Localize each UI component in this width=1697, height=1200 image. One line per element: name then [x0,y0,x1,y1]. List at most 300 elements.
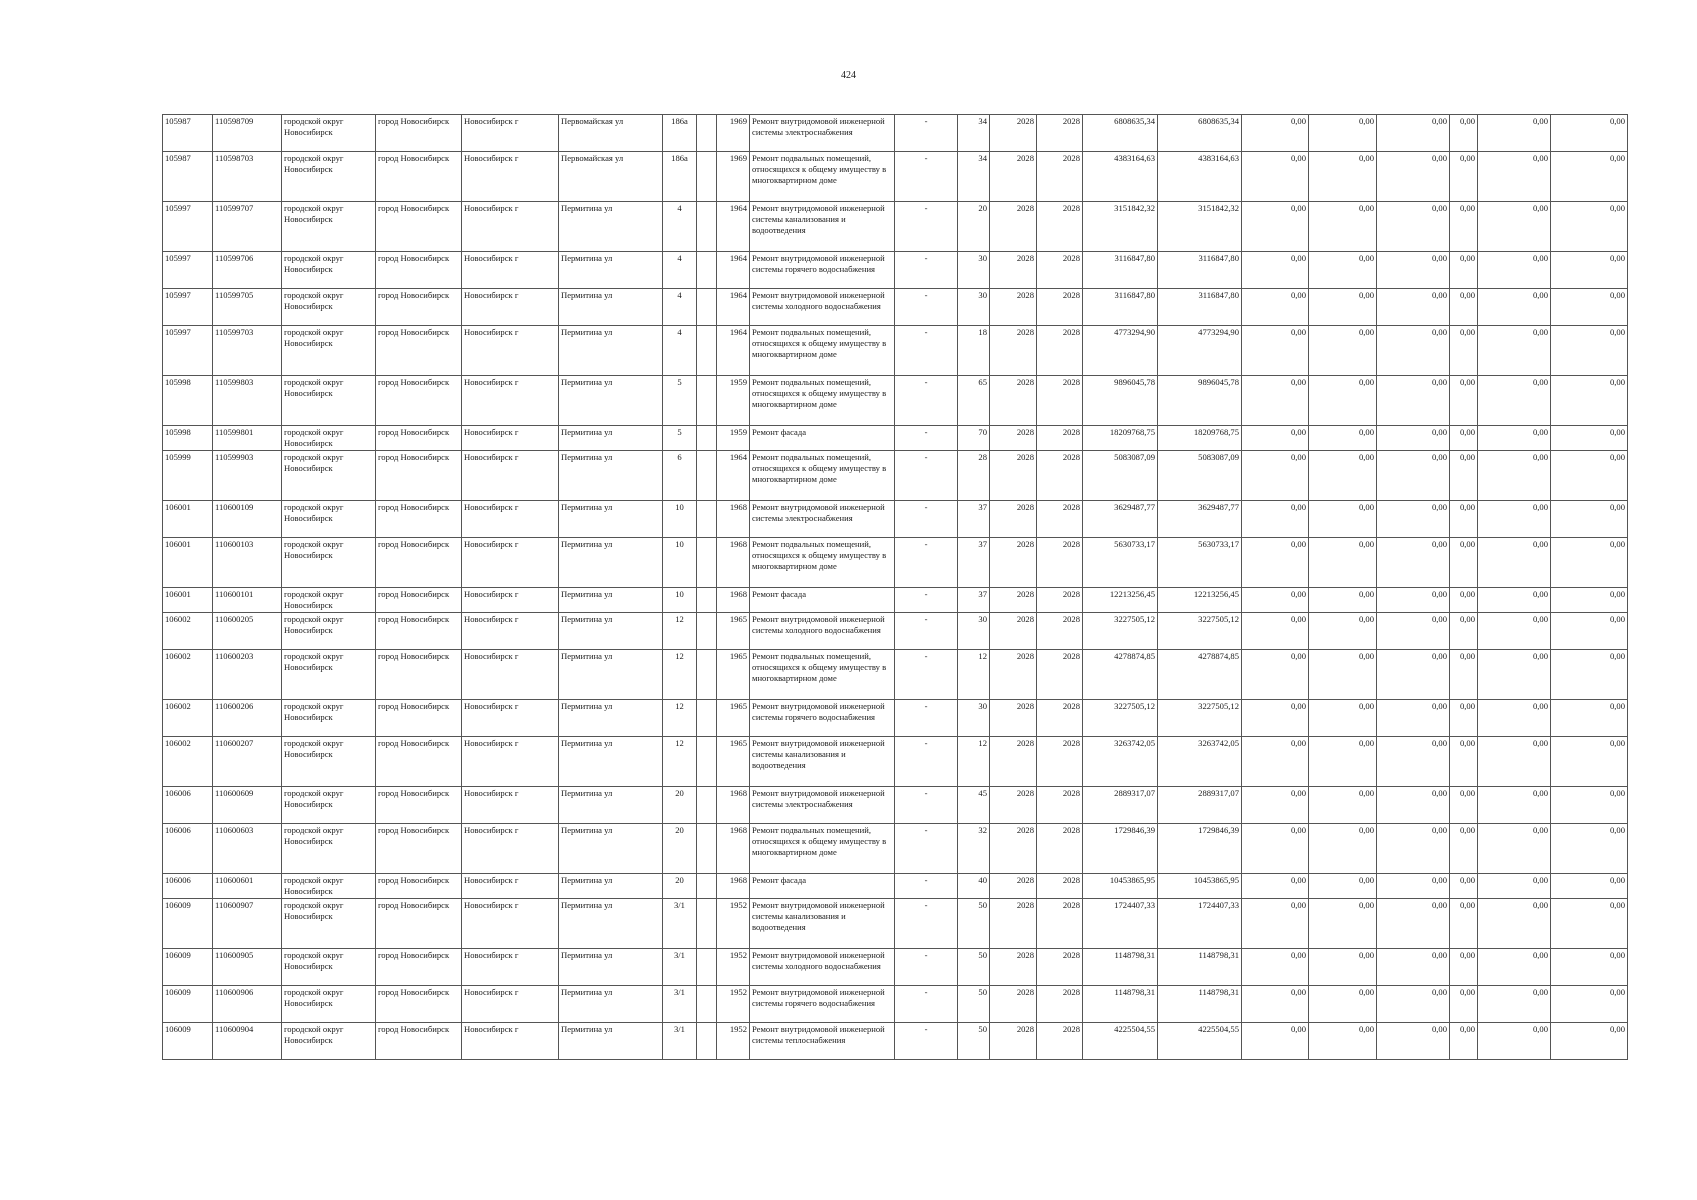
amount-cell-2: 0,00 [1309,613,1377,650]
city-cell: Новосибирск г [462,613,559,650]
year-cell: 1968 [717,501,750,538]
city-cell: Новосибирск г [462,650,559,700]
settlement-cell: город Новосибирск [376,874,462,899]
city-cell: Новосибирск г [462,152,559,202]
amount-cell-2: 0,00 [1309,115,1377,152]
year-end-cell: 2028 [1037,986,1083,1023]
amount-cell-1: 0,00 [1242,899,1309,949]
year-end-cell: 2028 [1037,152,1083,202]
cost-fund-cell: 5083087,09 [1158,451,1242,501]
city-cell: Новосибирск г [462,787,559,824]
work-type-cell: Ремонт внутридомовой инженерной системы теплоснабжения [750,1023,895,1060]
year-start-cell: 2028 [990,1023,1037,1060]
street-cell: Пермитина ул [559,700,663,737]
city-cell: Новосибирск г [462,949,559,986]
settlement-cell: город Новосибирск [376,824,462,874]
code-cell: 110600603 [213,824,282,874]
amount-cell-4: 0,00 [1450,152,1478,202]
amount-cell-5: 0,00 [1478,986,1551,1023]
work-type-cell: Ремонт подвальных помещений, относящихся к общему имуществу в многоквартирном доме [750,152,895,202]
dash-cell: - [895,501,958,538]
code-cell: 110599801 [213,426,282,451]
table-row [163,252,1628,289]
amount-cell-6: 0,00 [1551,899,1628,949]
dash-cell: - [895,376,958,426]
code-cell: 110599707 [213,202,282,252]
amount-cell-4: 0,00 [1450,650,1478,700]
year-end-cell: 2028 [1037,289,1083,326]
house-cell: 12 [663,700,697,737]
cost-total-cell: 9896045,78 [1083,376,1158,426]
table-row [163,451,1628,501]
house-cell: 12 [663,737,697,787]
code-cell: 110598709 [213,115,282,152]
district-cell: городской округ Новосибирск [282,824,376,874]
street-cell: Пермитина ул [559,588,663,613]
year-cell: 1965 [717,650,750,700]
amount-cell-3: 0,00 [1377,949,1450,986]
settlement-cell: город Новосибирск [376,1023,462,1060]
blank-cell [697,899,717,949]
amount-cell-6: 0,00 [1551,949,1628,986]
amount-cell-4: 0,00 [1450,289,1478,326]
amount-cell-1: 0,00 [1242,613,1309,650]
blank-cell [697,613,717,650]
count-cell: 37 [958,538,990,588]
blank-cell [697,426,717,451]
code-cell: 110599705 [213,289,282,326]
settlement-cell: город Новосибирск [376,613,462,650]
amount-cell-2: 0,00 [1309,588,1377,613]
dash-cell: - [895,650,958,700]
count-cell: 20 [958,202,990,252]
year-cell: 1964 [717,326,750,376]
work-type-cell: Ремонт внутридомовой инженерной системы электроснабжения [750,787,895,824]
district-cell: городской округ Новосибирск [282,650,376,700]
code-cell: 110600101 [213,588,282,613]
cost-fund-cell: 18209768,75 [1158,426,1242,451]
year-cell: 1964 [717,252,750,289]
year-start-cell: 2028 [990,252,1037,289]
amount-cell-5: 0,00 [1478,289,1551,326]
dash-cell: - [895,451,958,501]
amount-cell-3: 0,00 [1377,787,1450,824]
amount-cell-4: 0,00 [1450,202,1478,252]
year-cell: 1959 [717,376,750,426]
year-end-cell: 2028 [1037,252,1083,289]
amount-cell-6: 0,00 [1551,289,1628,326]
cost-fund-cell: 1148798,31 [1158,986,1242,1023]
amount-cell-2: 0,00 [1309,700,1377,737]
district-cell: городской округ Новосибирск [282,326,376,376]
amount-cell-5: 0,00 [1478,152,1551,202]
settlement-cell: город Новосибирск [376,451,462,501]
work-type-cell: Ремонт подвальных помещений, относящихся к общему имуществу в многоквартирном доме [750,451,895,501]
row-id-cell: 106002 [163,737,213,787]
blank-cell [697,326,717,376]
dash-cell: - [895,115,958,152]
amount-cell-5: 0,00 [1478,376,1551,426]
table-row [163,115,1628,152]
year-cell: 1965 [717,613,750,650]
settlement-cell: город Новосибирск [376,202,462,252]
code-cell: 110600904 [213,1023,282,1060]
city-cell: Новосибирск г [462,202,559,252]
dash-cell: - [895,700,958,737]
year-end-cell: 2028 [1037,326,1083,376]
year-end-cell: 2028 [1037,426,1083,451]
amount-cell-3: 0,00 [1377,737,1450,787]
amount-cell-3: 0,00 [1377,613,1450,650]
house-cell: 3/1 [663,899,697,949]
cost-total-cell: 3227505,12 [1083,700,1158,737]
amount-cell-6: 0,00 [1551,1023,1628,1060]
amount-cell-3: 0,00 [1377,874,1450,899]
house-cell: 3/1 [663,949,697,986]
year-end-cell: 2028 [1037,501,1083,538]
amount-cell-5: 0,00 [1478,824,1551,874]
amount-cell-3: 0,00 [1377,115,1450,152]
district-cell: городской округ Новосибирск [282,252,376,289]
table-row [163,538,1628,588]
cost-fund-cell: 3116847,80 [1158,289,1242,326]
amount-cell-5: 0,00 [1478,426,1551,451]
year-end-cell: 2028 [1037,202,1083,252]
code-cell: 110600205 [213,613,282,650]
amount-cell-5: 0,00 [1478,202,1551,252]
amount-cell-5: 0,00 [1478,501,1551,538]
year-start-cell: 2028 [990,538,1037,588]
blank-cell [697,252,717,289]
repair-schedule-table [162,114,1628,1060]
amount-cell-3: 0,00 [1377,501,1450,538]
settlement-cell: город Новосибирск [376,289,462,326]
code-cell: 110598703 [213,152,282,202]
row-id-cell: 106006 [163,787,213,824]
work-type-cell: Ремонт внутридомовой инженерной системы холодного водоснабжения [750,289,895,326]
amount-cell-5: 0,00 [1478,115,1551,152]
count-cell: 50 [958,949,990,986]
code-cell: 110599703 [213,326,282,376]
year-end-cell: 2028 [1037,115,1083,152]
street-cell: Пермитина ул [559,538,663,588]
district-cell: городской округ Новосибирск [282,289,376,326]
page-number: 424 [841,70,856,81]
table-row [163,613,1628,650]
amount-cell-3: 0,00 [1377,899,1450,949]
amount-cell-5: 0,00 [1478,650,1551,700]
settlement-cell: город Новосибирск [376,538,462,588]
amount-cell-6: 0,00 [1551,613,1628,650]
row-id-cell: 105997 [163,326,213,376]
settlement-cell: город Новосибирск [376,650,462,700]
city-cell: Новосибирск г [462,538,559,588]
amount-cell-2: 0,00 [1309,824,1377,874]
amount-cell-6: 0,00 [1551,650,1628,700]
amount-cell-6: 0,00 [1551,252,1628,289]
house-cell: 10 [663,588,697,613]
dash-cell: - [895,787,958,824]
settlement-cell: город Новосибирск [376,426,462,451]
amount-cell-3: 0,00 [1377,252,1450,289]
work-type-cell: Ремонт внутридомовой инженерной системы электроснабжения [750,501,895,538]
street-cell: Пермитина ул [559,451,663,501]
cost-fund-cell: 12213256,45 [1158,588,1242,613]
year-cell: 1968 [717,538,750,588]
table-row [163,899,1628,949]
table-row [163,824,1628,874]
cost-total-cell: 3116847,80 [1083,289,1158,326]
street-cell: Пермитина ул [559,426,663,451]
amount-cell-1: 0,00 [1242,289,1309,326]
street-cell: Пермитина ул [559,202,663,252]
row-id-cell: 106002 [163,700,213,737]
code-cell: 110600905 [213,949,282,986]
year-end-cell: 2028 [1037,613,1083,650]
amount-cell-5: 0,00 [1478,451,1551,501]
row-id-cell: 106009 [163,899,213,949]
street-cell: Пермитина ул [559,501,663,538]
amount-cell-1: 0,00 [1242,737,1309,787]
amount-cell-4: 0,00 [1450,501,1478,538]
work-type-cell: Ремонт подвальных помещений, относящихся к общему имуществу в многоквартирном доме [750,326,895,376]
cost-fund-cell: 1729846,39 [1158,824,1242,874]
dash-cell: - [895,426,958,451]
city-cell: Новосибирск г [462,1023,559,1060]
code-cell: 110600103 [213,538,282,588]
cost-total-cell: 5083087,09 [1083,451,1158,501]
house-cell: 186а [663,115,697,152]
street-cell: Пермитина ул [559,376,663,426]
settlement-cell: город Новосибирск [376,326,462,376]
work-type-cell: Ремонт внутридомовой инженерной системы электроснабжения [750,115,895,152]
blank-cell [697,115,717,152]
blank-cell [697,588,717,613]
amount-cell-4: 0,00 [1450,451,1478,501]
count-cell: 45 [958,787,990,824]
table-row [163,289,1628,326]
amount-cell-1: 0,00 [1242,874,1309,899]
count-cell: 30 [958,700,990,737]
cost-total-cell: 18209768,75 [1083,426,1158,451]
amount-cell-2: 0,00 [1309,451,1377,501]
year-end-cell: 2028 [1037,949,1083,986]
row-id-cell: 106001 [163,538,213,588]
cost-total-cell: 1724407,33 [1083,899,1158,949]
blank-cell [697,152,717,202]
row-id-cell: 105997 [163,289,213,326]
blank-cell [697,824,717,874]
row-id-cell: 105998 [163,376,213,426]
settlement-cell: город Новосибирск [376,252,462,289]
amount-cell-6: 0,00 [1551,874,1628,899]
year-cell: 1964 [717,202,750,252]
year-start-cell: 2028 [990,451,1037,501]
settlement-cell: город Новосибирск [376,152,462,202]
row-id-cell: 105997 [163,202,213,252]
table-row [163,650,1628,700]
amount-cell-3: 0,00 [1377,451,1450,501]
amount-cell-1: 0,00 [1242,115,1309,152]
cost-fund-cell: 3263742,05 [1158,737,1242,787]
district-cell: городской округ Новосибирск [282,874,376,899]
city-cell: Новосибирск г [462,700,559,737]
amount-cell-2: 0,00 [1309,202,1377,252]
table-row [163,326,1628,376]
cost-total-cell: 3151842,32 [1083,202,1158,252]
amount-cell-5: 0,00 [1478,326,1551,376]
year-start-cell: 2028 [990,787,1037,824]
year-cell: 1965 [717,700,750,737]
amount-cell-1: 0,00 [1242,588,1309,613]
house-cell: 10 [663,501,697,538]
house-cell: 12 [663,613,697,650]
amount-cell-4: 0,00 [1450,1023,1478,1060]
blank-cell [697,650,717,700]
year-start-cell: 2028 [990,202,1037,252]
amount-cell-3: 0,00 [1377,700,1450,737]
street-cell: Пермитина ул [559,874,663,899]
district-cell: городской округ Новосибирск [282,613,376,650]
city-cell: Новосибирск г [462,426,559,451]
cost-fund-cell: 4383164,63 [1158,152,1242,202]
house-cell: 3/1 [663,986,697,1023]
table-row [163,501,1628,538]
year-start-cell: 2028 [990,152,1037,202]
count-cell: 32 [958,824,990,874]
settlement-cell: город Новосибирск [376,986,462,1023]
table-row [163,152,1628,202]
cost-total-cell: 4773294,90 [1083,326,1158,376]
amount-cell-4: 0,00 [1450,613,1478,650]
year-start-cell: 2028 [990,326,1037,376]
district-cell: городской округ Новосибирск [282,426,376,451]
count-cell: 18 [958,326,990,376]
house-cell: 12 [663,650,697,700]
work-type-cell: Ремонт фасада [750,874,895,899]
district-cell: городской округ Новосибирск [282,1023,376,1060]
blank-cell [697,986,717,1023]
work-type-cell: Ремонт внутридомовой инженерной системы канализования и водоотведения [750,899,895,949]
code-cell: 110600203 [213,650,282,700]
work-type-cell: Ремонт внутридомовой инженерной системы холодного водоснабжения [750,613,895,650]
year-cell: 1952 [717,986,750,1023]
amount-cell-5: 0,00 [1478,700,1551,737]
amount-cell-6: 0,00 [1551,737,1628,787]
year-start-cell: 2028 [990,289,1037,326]
cost-total-cell: 1148798,31 [1083,986,1158,1023]
year-cell: 1968 [717,588,750,613]
year-cell: 1959 [717,426,750,451]
amount-cell-4: 0,00 [1450,899,1478,949]
year-end-cell: 2028 [1037,824,1083,874]
year-cell: 1965 [717,737,750,787]
amount-cell-1: 0,00 [1242,787,1309,824]
row-id-cell: 106001 [163,588,213,613]
cost-fund-cell: 5630733,17 [1158,538,1242,588]
district-cell: городской округ Новосибирск [282,451,376,501]
cost-total-cell: 4225504,55 [1083,1023,1158,1060]
amount-cell-2: 0,00 [1309,899,1377,949]
year-start-cell: 2028 [990,115,1037,152]
table-row [163,874,1628,899]
amount-cell-3: 0,00 [1377,588,1450,613]
amount-cell-4: 0,00 [1450,787,1478,824]
year-start-cell: 2028 [990,986,1037,1023]
district-cell: городской округ Новосибирск [282,538,376,588]
amount-cell-5: 0,00 [1478,787,1551,824]
count-cell: 28 [958,451,990,501]
amount-cell-3: 0,00 [1377,152,1450,202]
count-cell: 34 [958,115,990,152]
street-cell: Пермитина ул [559,899,663,949]
settlement-cell: город Новосибирск [376,588,462,613]
dash-cell: - [895,613,958,650]
blank-cell [697,1023,717,1060]
district-cell: городской округ Новосибирск [282,202,376,252]
cost-total-cell: 3263742,05 [1083,737,1158,787]
amount-cell-2: 0,00 [1309,289,1377,326]
city-cell: Новосибирск г [462,874,559,899]
row-id-cell: 106006 [163,824,213,874]
code-cell: 110600601 [213,874,282,899]
amount-cell-4: 0,00 [1450,326,1478,376]
street-cell: Пермитина ул [559,326,663,376]
cost-total-cell: 3629487,77 [1083,501,1158,538]
year-end-cell: 2028 [1037,737,1083,787]
dash-cell: - [895,152,958,202]
amount-cell-3: 0,00 [1377,289,1450,326]
street-cell: Пермитина ул [559,787,663,824]
amount-cell-2: 0,00 [1309,426,1377,451]
street-cell: Пермитина ул [559,252,663,289]
row-id-cell: 105999 [163,451,213,501]
amount-cell-2: 0,00 [1309,1023,1377,1060]
amount-cell-3: 0,00 [1377,986,1450,1023]
amount-cell-2: 0,00 [1309,650,1377,700]
cost-total-cell: 5630733,17 [1083,538,1158,588]
code-cell: 110600109 [213,501,282,538]
table-row [163,588,1628,613]
work-type-cell: Ремонт подвальных помещений, относящихся к общему имуществу в многоквартирном доме [750,650,895,700]
house-cell: 4 [663,326,697,376]
amount-cell-4: 0,00 [1450,986,1478,1023]
table-row [163,426,1628,451]
year-end-cell: 2028 [1037,787,1083,824]
blank-cell [697,289,717,326]
cost-total-cell: 4383164,63 [1083,152,1158,202]
amount-cell-1: 0,00 [1242,152,1309,202]
amount-cell-6: 0,00 [1551,426,1628,451]
amount-cell-2: 0,00 [1309,874,1377,899]
work-type-cell: Ремонт подвальных помещений, относящихся к общему имуществу в многоквартирном доме [750,538,895,588]
row-id-cell: 105987 [163,115,213,152]
blank-cell [697,501,717,538]
code-cell: 110600609 [213,787,282,824]
year-end-cell: 2028 [1037,451,1083,501]
house-cell: 20 [663,824,697,874]
year-end-cell: 2028 [1037,650,1083,700]
settlement-cell: город Новосибирск [376,376,462,426]
count-cell: 30 [958,252,990,289]
count-cell: 37 [958,588,990,613]
amount-cell-3: 0,00 [1377,650,1450,700]
table-row [163,787,1628,824]
row-id-cell: 106002 [163,650,213,700]
count-cell: 70 [958,426,990,451]
cost-fund-cell: 4225504,55 [1158,1023,1242,1060]
amount-cell-1: 0,00 [1242,700,1309,737]
